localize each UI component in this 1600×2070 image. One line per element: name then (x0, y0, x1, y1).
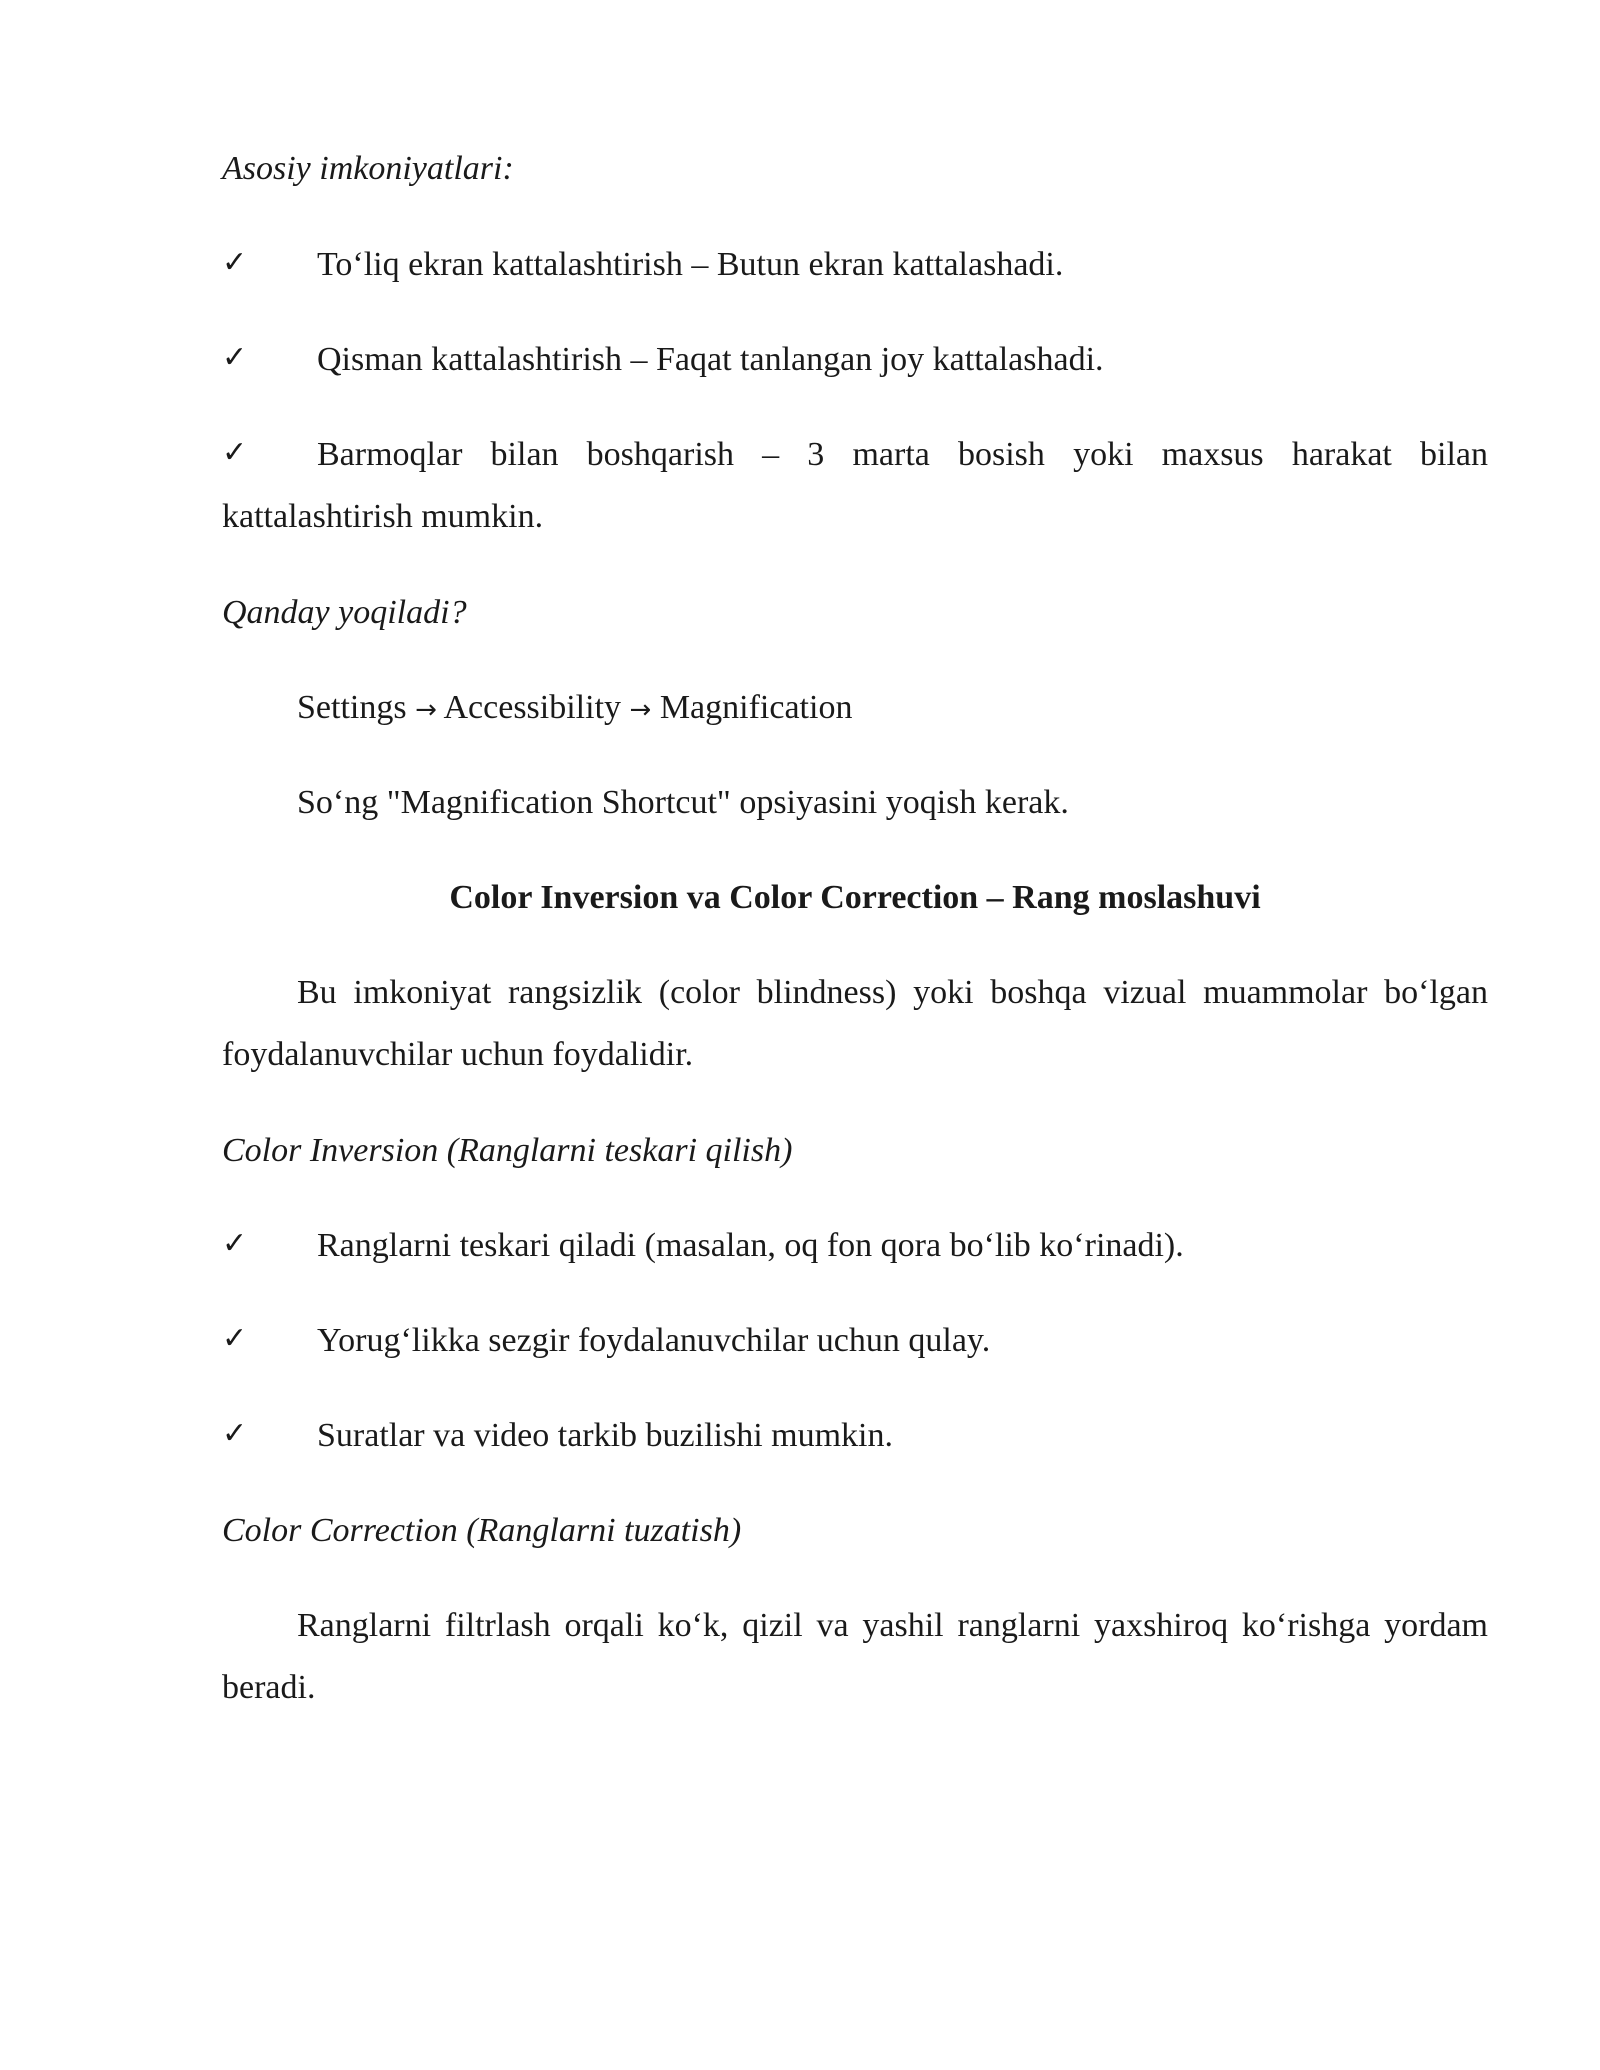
arrow-right-icon: → (629, 695, 652, 725)
subheading-color-correction: Color Correction (Ranglarni tuzatish) (222, 1512, 742, 1549)
section-title-color: Color Inversion va Color Correction – Rang moslashuvi (449, 879, 1261, 916)
list-item: Yorug‘likka sezgir foydalanuvchilar uchun qulay. (317, 1322, 991, 1359)
path-accessibility: Accessibility (443, 689, 622, 726)
subheading-color-inversion: Color Inversion (Ranglarni teskari qilish) (222, 1132, 793, 1169)
path-settings: Settings (297, 689, 407, 726)
color-correction-paragraph: Ranglarni filtrlash orqali ko‘k, qizil va yashil ranglarni yaxshiroq ko‘rishga yordam beradi. (222, 1607, 1488, 1706)
list-item: Suratlar va video tarkib buzilishi mumkin. (317, 1417, 894, 1454)
checkmark-icon: ✓ (222, 340, 248, 375)
checkmark-icon: ✓ (222, 1226, 248, 1261)
checkmark-icon: ✓ (222, 435, 248, 470)
shortcut-note: So‘ng "Magnification Shortcut" opsiyasini yoqish kerak. (297, 784, 1069, 821)
list-item: To‘liq ekran kattalashtirish – Butun ekran kattalashadi. (317, 246, 1064, 283)
list-item: Barmoqlar bilan boshqarish – 3 marta bosish yoki maxsus harakat bilan kattalashtirish mumkin. (222, 436, 1488, 535)
section-heading-how-to-enable: Qanday yoqiladi? (222, 594, 467, 631)
path-magnification: Magnification (659, 689, 853, 726)
arrow-right-icon: → (415, 695, 437, 725)
list-item: Ranglarni teskari qiladi (masalan, oq fon qora bo‘lib ko‘rinadi). (317, 1227, 1184, 1264)
settings-path (297, 677, 852, 741)
list-item: Qisman kattalashtirish – Faqat tanlangan joy kattalashadi. (317, 341, 1104, 378)
color-intro-paragraph: Bu imkoniyat rangsizlik (color blindness) yoki boshqa vizual muammolar bo‘lgan foydalanuvchilar uchun foydalidir. (222, 974, 1488, 1073)
checkmark-icon: ✓ (222, 245, 248, 280)
checkmark-icon: ✓ (222, 1416, 248, 1451)
section-heading-features: Asosiy imkoniyatlari: (222, 150, 514, 187)
checkmark-icon: ✓ (222, 1321, 248, 1356)
